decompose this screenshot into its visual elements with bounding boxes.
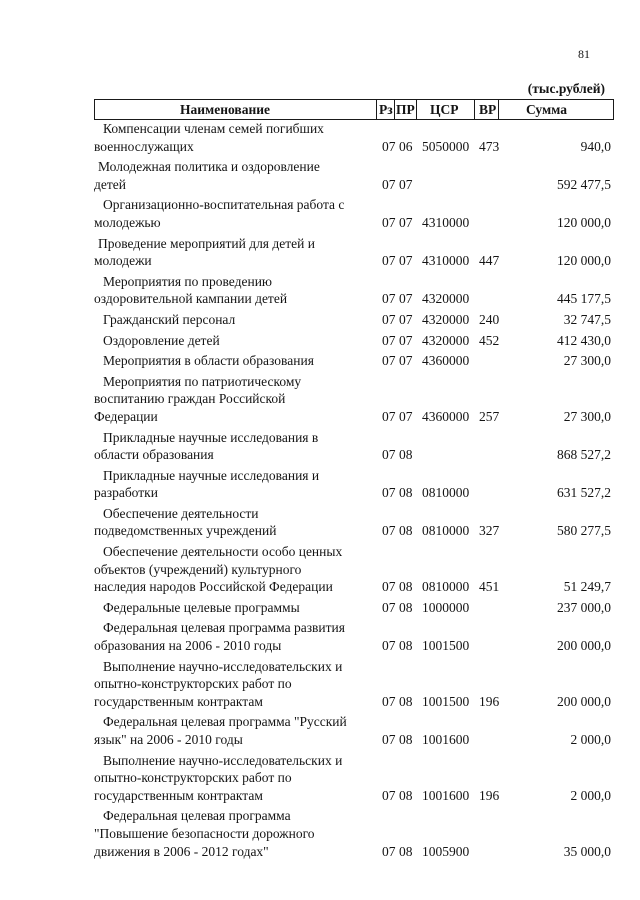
row-sum: 237 000,0 — [557, 599, 611, 615]
row-vr: 452 — [479, 332, 500, 348]
row-pr: 08 — [399, 579, 413, 595]
row-codes — [382, 731, 509, 749]
units-label: (тыс.рублей) — [527, 81, 605, 96]
table-row — [0, 599, 640, 617]
row-rz: 07 — [382, 732, 396, 747]
row-rz: 07 — [382, 447, 396, 463]
row-codes — [382, 138, 509, 156]
row-sum: 2 000,0 — [570, 732, 611, 747]
header-divider — [474, 100, 475, 119]
row-pr: 07 — [399, 332, 413, 348]
header-csr: ЦСР — [430, 102, 459, 117]
row-csr: 5050000 — [422, 138, 470, 154]
header-sum: Сумма — [526, 102, 568, 117]
row-pr: 08 — [399, 843, 413, 859]
table-row — [0, 235, 640, 270]
row-pr: 08 — [399, 732, 413, 747]
row-codes — [382, 311, 509, 329]
row-vr: 240 — [479, 311, 500, 327]
row-rz: 07 — [382, 214, 396, 230]
row-pr: 07 — [399, 353, 413, 369]
header-divider — [94, 100, 95, 119]
row-rz: 07 — [382, 291, 396, 307]
row-codes — [382, 599, 509, 617]
row-sum: 27 300,0 — [563, 408, 611, 424]
row-csr: 1001500 — [422, 693, 470, 709]
row-sum: 580 277,5 — [557, 523, 611, 539]
row-rz: 07 — [382, 579, 396, 595]
row-rz: 07 — [382, 485, 396, 501]
table-row — [0, 120, 640, 155]
row-sum: 32 747,5 — [563, 311, 611, 327]
row-sum: 592 477,5 — [557, 176, 611, 192]
row-sum: 868 527,2 — [557, 447, 611, 463]
table-row — [0, 752, 640, 805]
row-name: Обеспечение деятельности подведомственных учреждений — [94, 505, 277, 539]
row-name: Федеральная целевая программа "Русский язык" на 2006 - 2010 годы — [94, 714, 347, 747]
row-csr: 4320000 — [422, 311, 470, 327]
row-sum: 120 000,0 — [557, 214, 611, 230]
header-name: Наименование — [180, 102, 270, 117]
row-sum: 940,0 — [580, 138, 611, 154]
row-pr: 07 — [399, 214, 413, 230]
row-vr: 257 — [479, 408, 500, 424]
row-name: Федеральная целевая программа "Повышение безопасности дорожного движения в 2006 - 2012 годах" — [94, 808, 315, 859]
table-row — [0, 658, 640, 711]
row-codes — [382, 446, 509, 464]
row-name: Федеральная целевая программа развития образования на 2006 - 2010 годы — [94, 620, 345, 654]
row-sum: 35 000,0 — [563, 843, 611, 859]
row-sum: 200 000,0 — [557, 638, 611, 654]
row-name: Мероприятия по патриотическому воспитанию граждан Российской Федерации — [94, 373, 302, 424]
row-rz: 07 — [382, 311, 396, 327]
row-sum: 200 000,0 — [557, 693, 611, 709]
row-vr: 447 — [479, 253, 500, 269]
row-pr: 07 — [399, 291, 413, 307]
row-codes — [382, 484, 509, 502]
row-pr: 07 — [399, 253, 413, 269]
row-csr: 1005900 — [422, 843, 470, 859]
header-pr: ПР — [396, 102, 415, 117]
row-codes — [382, 787, 509, 805]
row-rz: 07 — [382, 843, 396, 859]
row-rz: 07 — [382, 138, 396, 154]
row-csr: 0810000 — [422, 523, 470, 539]
row-codes — [382, 843, 509, 861]
row-pr: 08 — [399, 523, 413, 539]
row-pr: 07 — [399, 311, 413, 327]
table-header — [94, 99, 614, 120]
table-row — [0, 807, 640, 860]
row-pr: 08 — [399, 485, 413, 501]
table-row — [0, 352, 640, 370]
table-row — [0, 158, 640, 193]
row-codes — [382, 252, 509, 270]
row-vr: 196 — [479, 693, 500, 709]
row-codes — [382, 176, 509, 194]
table-row — [0, 619, 640, 654]
row-csr: 4320000 — [422, 291, 470, 307]
row-codes — [382, 408, 509, 426]
row-csr: 0810000 — [422, 579, 470, 595]
table-row — [0, 505, 640, 540]
row-csr: 1001600 — [422, 732, 470, 747]
row-name: Прикладные научные исследования в области образования — [94, 429, 319, 463]
row-vr: 451 — [479, 579, 500, 595]
header-vr: ВР — [479, 102, 497, 117]
row-name: Оздоровление детей — [103, 332, 220, 348]
row-csr: 1001500 — [422, 638, 470, 654]
row-name: Проведение мероприятий для детей и молодежи — [94, 235, 315, 269]
row-rz: 07 — [382, 599, 396, 615]
row-codes — [382, 578, 509, 596]
row-sum: 27 300,0 — [563, 353, 611, 369]
row-pr: 08 — [399, 447, 413, 463]
table-row — [0, 273, 640, 308]
table-row — [0, 332, 640, 350]
row-csr: 4360000 — [422, 408, 470, 424]
row-pr: 08 — [399, 693, 413, 709]
row-sum: 412 430,0 — [557, 332, 611, 348]
header-divider — [416, 100, 417, 119]
table-row — [0, 713, 640, 748]
row-sum: 631 527,2 — [557, 485, 611, 501]
row-name: Организационно-воспитательная работа с молодежью — [94, 197, 345, 230]
row-rz: 07 — [382, 693, 396, 709]
table-row — [0, 467, 640, 502]
row-name: Мероприятия по проведению оздоровительной кампании детей — [94, 273, 288, 307]
table-row — [0, 543, 640, 596]
row-name: Федеральные целевые программы — [103, 599, 300, 615]
row-codes — [382, 693, 509, 711]
row-sum: 445 177,5 — [557, 291, 611, 307]
page-number: 81 — [578, 47, 590, 61]
row-pr: 08 — [399, 599, 413, 615]
row-rz: 07 — [382, 638, 396, 654]
table-row — [0, 196, 640, 231]
row-csr: 0810000 — [422, 485, 470, 501]
row-csr: 4310000 — [422, 253, 470, 269]
row-rz: 07 — [382, 523, 396, 539]
header-divider — [394, 100, 395, 119]
row-sum: 2 000,0 — [570, 787, 611, 803]
row-csr: 1000000 — [422, 599, 470, 615]
row-rz: 07 — [382, 408, 396, 424]
header-divider — [613, 100, 614, 119]
row-rz: 07 — [382, 332, 396, 348]
row-codes — [382, 332, 509, 350]
row-rz: 07 — [382, 353, 396, 369]
row-csr: 1001600 — [422, 787, 470, 803]
row-rz: 07 — [382, 176, 396, 192]
row-codes — [382, 352, 509, 370]
row-csr: 4320000 — [422, 332, 470, 348]
header-divider — [376, 100, 377, 119]
row-name: Обеспечение деятельности особо ценных объектов (учреждений) культурного наследия народов Российской Федерации — [94, 544, 343, 595]
row-codes — [382, 214, 509, 232]
table-row — [0, 311, 640, 329]
row-name: Молодежная политика и оздоровление детей — [94, 159, 320, 192]
row-csr: 4310000 — [422, 214, 470, 230]
table-row — [0, 429, 640, 464]
row-csr: 4360000 — [422, 353, 470, 369]
row-name: Выполнение научно-исследовательских и опытно-конструкторских работ по государственным контрактам — [94, 752, 343, 803]
row-pr: 08 — [399, 787, 413, 803]
row-name: Мероприятия в области образования — [103, 353, 314, 369]
row-sum: 51 249,7 — [563, 579, 611, 595]
row-name: Выполнение научно-исследовательских и опытно-конструкторских работ по государственным контрактам — [94, 658, 343, 709]
row-pr: 08 — [399, 638, 413, 654]
row-rz: 07 — [382, 253, 396, 269]
row-vr: 327 — [479, 523, 500, 539]
header-rz: Рз — [379, 102, 393, 117]
row-vr: 473 — [479, 138, 500, 154]
table-row — [0, 373, 640, 426]
row-name: Компенсации членам семей погибших военнослужащих — [94, 121, 324, 154]
row-pr: 06 — [399, 138, 413, 154]
row-name: Гражданский персонал — [103, 311, 236, 327]
row-sum: 120 000,0 — [557, 253, 611, 269]
row-codes — [382, 290, 509, 308]
header-divider — [498, 100, 499, 119]
row-pr: 07 — [399, 408, 413, 424]
row-codes — [382, 522, 509, 540]
row-vr: 196 — [479, 787, 500, 803]
row-name: Прикладные научные исследования и разработки — [94, 467, 320, 501]
row-codes — [382, 637, 509, 655]
row-pr: 07 — [399, 176, 413, 192]
row-rz: 07 — [382, 787, 396, 803]
table-body — [0, 120, 640, 863]
